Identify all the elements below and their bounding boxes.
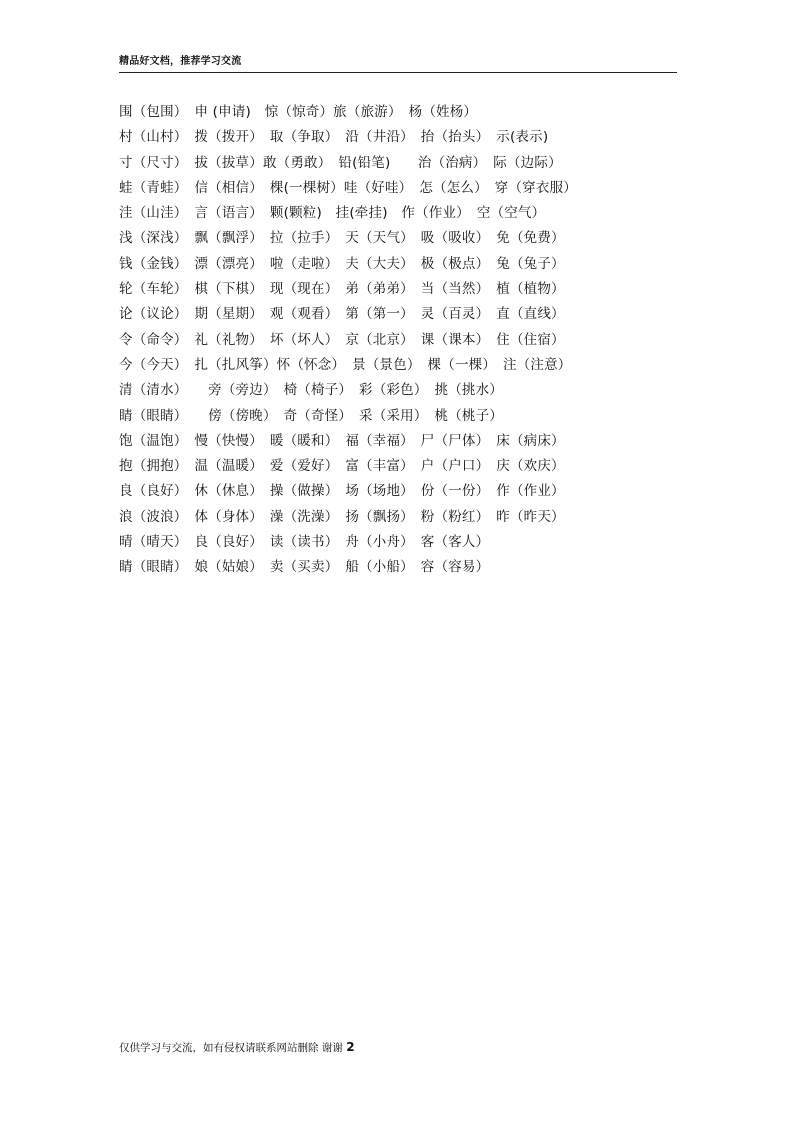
word-line: 令（命令） 礼（礼物） 坏（坏人） 京（北京） 课（课本） 住（住宿） [119, 331, 565, 348]
footer-text: 仅供学习与交流，如有侵权请联系网站删除 谢谢 [119, 1042, 343, 1054]
word-line: 论（议论） 期（星期） 观（观看） 第（第一） 灵（百灵） 直（直线） [119, 306, 565, 323]
word-line: 抱（拥抱） 温（温暖） 爱（爱好） 富（丰富） 户（户口） 庆（欢庆） [119, 458, 565, 475]
word-line: 清（清水） 旁（旁边） 椅（椅子） 彩（彩色） 挑（挑水） [119, 382, 503, 399]
word-line: 浪（波浪） 体（身体） 澡（洗澡） 扬（飘扬） 粉（粉红） 昨（昨天） [119, 508, 565, 525]
word-line: 钱（金钱） 漂（漂亮） 啦（走啦） 夫（大夫） 极（极点） 兔（兔子） [119, 255, 565, 272]
word-line: 良（良好） 休（休息） 操（做操） 场（场地） 份（一份） 作（作业） [119, 483, 565, 500]
word-line: 今（今天） 扎（扎风筝）怀（怀念） 景（景色） 棵（一棵） 注（注意） [119, 356, 572, 373]
word-list [119, 100, 679, 581]
word-line: 睛（眼睛） 娘（姑娘） 卖（买卖） 船（小船） 容（容易） [119, 559, 490, 576]
word-line: 浅（深浅） 飘（飘浮） 拉（拉手） 天（天气） 吸（吸收） 免（免费） [119, 230, 565, 247]
page-header [119, 56, 677, 73]
word-line: 饱（温饱） 慢（快慢） 暖（暖和） 福（幸福） 尸（尸体） 床（病床） [119, 432, 565, 449]
page-footer [119, 1040, 355, 1055]
word-line: 洼（山洼） 言（语言） 颗(颗粒) 挂(牵挂) 作（作业） 空（空气） [119, 205, 546, 222]
word-line: 村（山村） 拨（拨开） 取（争取） 沿（井沿） 抬（抬头） 示(表示) [119, 129, 549, 146]
word-line: 睛（眼睛） 傍（傍晚） 奇（奇怪） 采（采用） 桃（桃子） [119, 407, 503, 424]
word-line: 轮（车轮） 棋（下棋） 现（现在） 弟（弟弟） 当（当然） 植（植物） [119, 281, 565, 298]
word-line: 围（包围） 申 (申请) 惊（惊奇）旅（旅游） 杨（姓杨） [119, 104, 478, 120]
page-number: 2 [346, 1040, 355, 1054]
word-line: 寸（尺寸） 拔（拔草）敢（勇敢） 铅(铅笔) 治（治病） 际（边际） [119, 154, 562, 171]
header-text: 精品好文档，推荐学习交流 [119, 56, 242, 67]
word-line: 晴（晴天） 良（良好） 读（读书） 舟（小舟） 客（客人） [119, 534, 490, 551]
word-line: 蛙（青蛙） 信（相信） 棵(一棵树）哇（好哇） 怎（怎么） 穿（穿衣服） [119, 179, 577, 196]
